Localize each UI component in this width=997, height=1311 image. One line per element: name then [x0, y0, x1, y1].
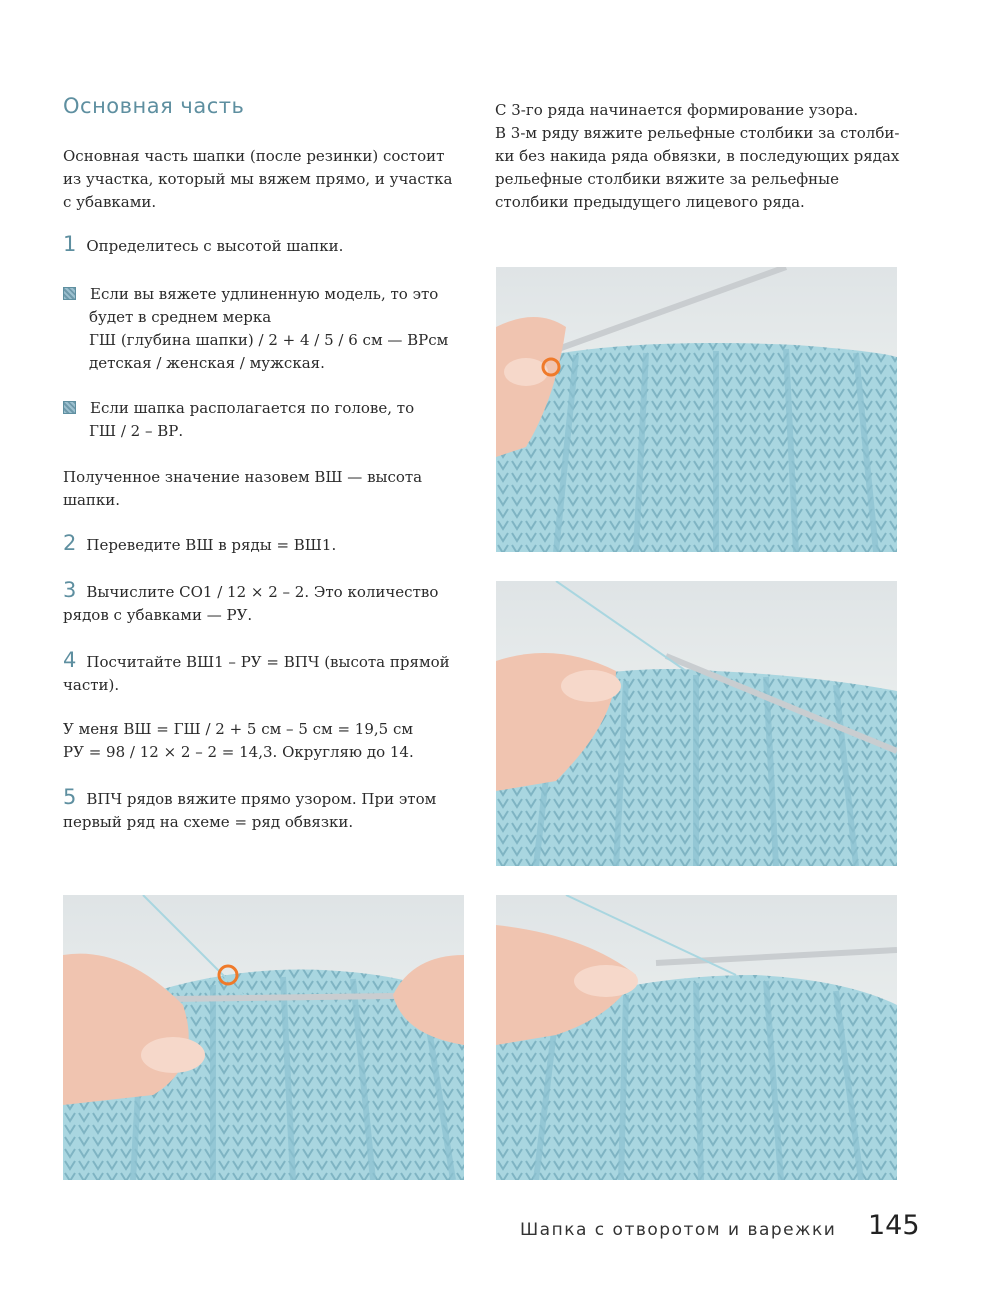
step-3: 3 Вычислите СО1 / 12 × 2 – 2. Это количество рядов с убавками — РУ.: [63, 578, 439, 624]
bullet-1: Если вы вяжете удлиненную модель, то это будет в среднем мерка ГШ (глубина шапки) / 2 + 4 / 5 / 6 см — ВРсм детская / женская / мужская.: [63, 283, 483, 375]
step-number: 4: [63, 648, 77, 672]
intro-paragraph: Основная часть шапки (после резинки) состоит из участка, который мы вяжем прямо, и участка с убавками.: [63, 147, 453, 211]
step-5: 5 ВПЧ рядов вяжите прямо узором. При этом первый ряд на схеме = ряд обвязки.: [63, 785, 437, 831]
crochet-photo-1: [496, 267, 897, 552]
bullet-2: Если шапка располагается по голове, то ГШ / 2 – ВР.: [63, 397, 483, 443]
step-text: Определитесь с высотой шапки.: [86, 237, 344, 255]
result-paragraph: Полученное значение назовем ВШ — высота шапки.: [63, 468, 423, 509]
page-number: 145: [868, 1210, 920, 1241]
step-number: 5: [63, 785, 77, 809]
step-text: ВПЧ рядов вяжите прямо узором. При этом: [86, 790, 437, 808]
step-text: Посчитайте ВШ1 – РУ = ВПЧ (высота прямой: [86, 653, 450, 671]
step-text: Вычислите СО1 / 12 × 2 – 2. Это количество: [86, 583, 439, 601]
step-1: [63, 233, 343, 258]
footer-chapter-title: Шапка с отворотом и варежки: [520, 1220, 837, 1240]
photo-step-1: [496, 267, 897, 552]
step-4: 4 Посчитайте ВШ1 – РУ = ВПЧ (высота прямой части).: [63, 648, 450, 694]
step-text: Переведите ВШ в ряды = ВШ1.: [86, 536, 337, 554]
example-paragraph: У меня ВШ = ГШ / 2 + 5 см – 5 см = 19,5 см РУ = 98 / 12 × 2 – 2 = 14,3. Округляю до 14.: [63, 720, 414, 761]
step-number: 2: [63, 531, 77, 555]
right-column-text: С 3-го ряда начинается формирование узора. В 3-м ряду вяжите рельефные столбики за столби- ки без накида ряда обвязки, в последующих рядах рельефные столбики вяжите за рельефные столбики предыдущего лицевого ряда.: [495, 101, 900, 211]
section-heading: Основная часть: [63, 94, 245, 118]
photo-step-2: [496, 581, 897, 866]
photo-step-4: [496, 895, 897, 1180]
step-number: 3: [63, 578, 77, 602]
crochet-photo-3: [63, 895, 464, 1180]
bullet-square-icon: [63, 401, 76, 414]
step-number: 1: [63, 232, 77, 256]
photo-step-3: [63, 895, 464, 1180]
crochet-photo-4: [496, 895, 897, 1180]
bullet-square-icon: [63, 287, 76, 300]
crochet-photo-2: [496, 581, 897, 866]
step-2: [63, 532, 336, 557]
